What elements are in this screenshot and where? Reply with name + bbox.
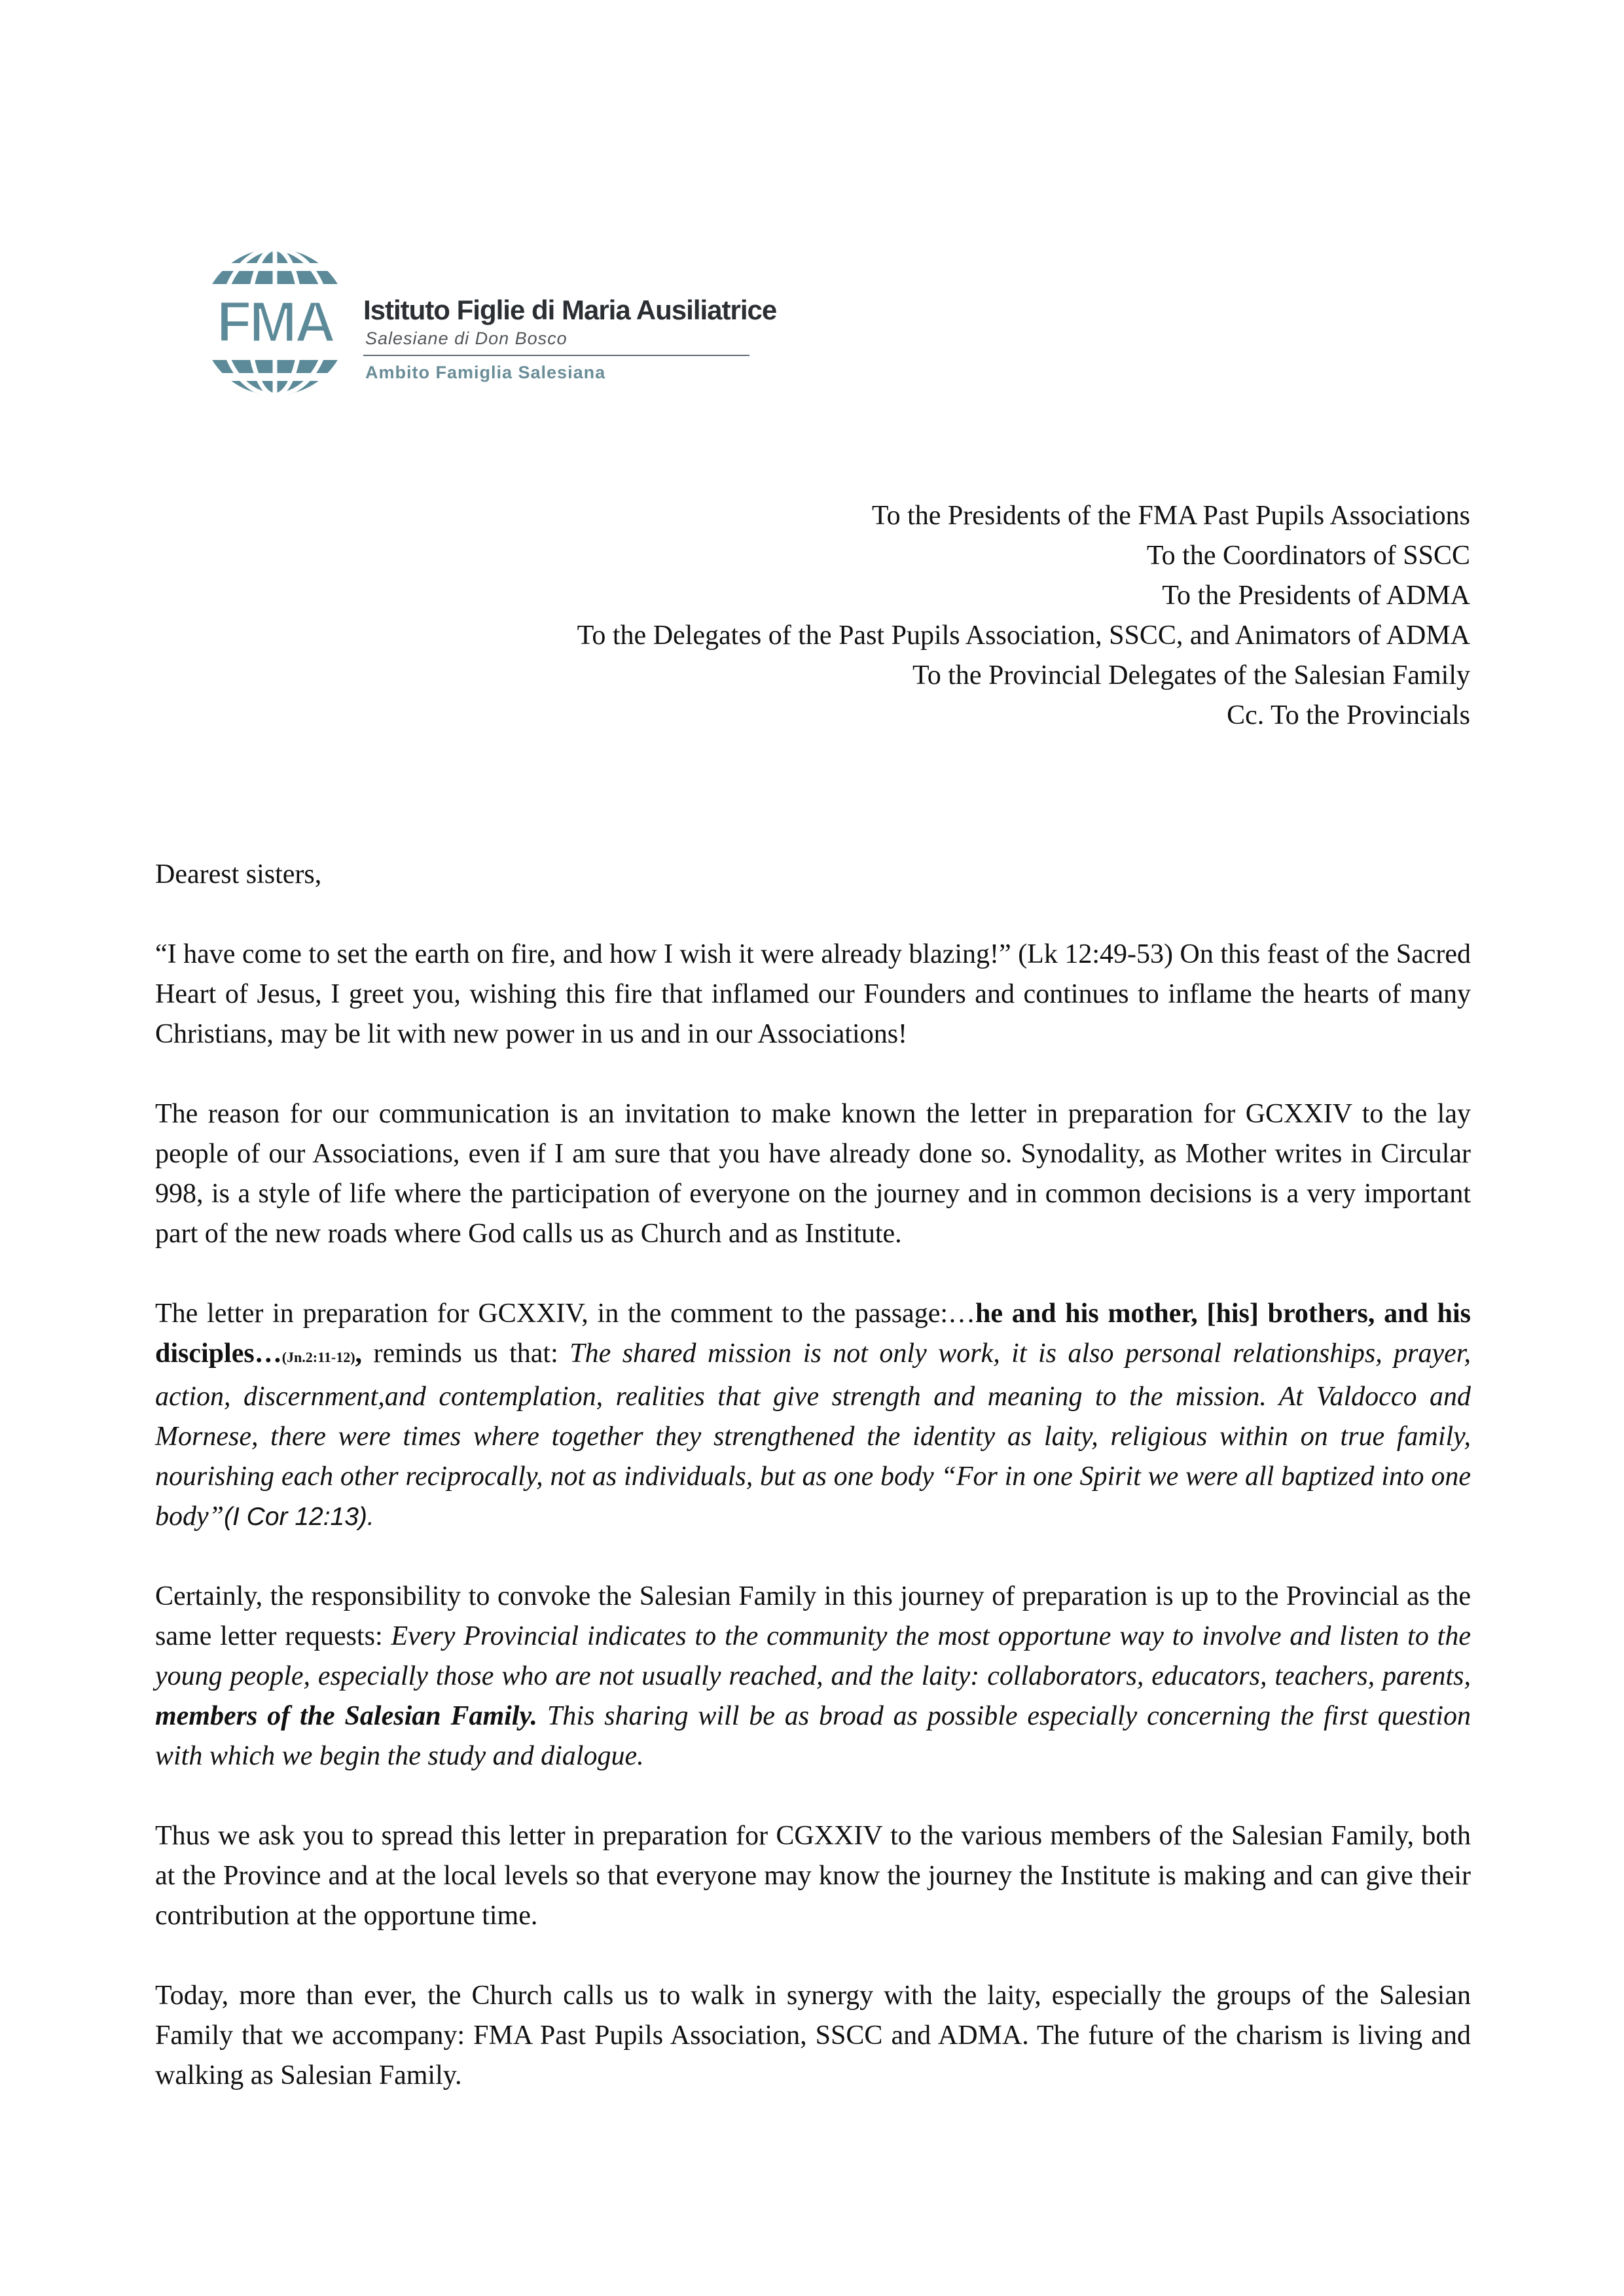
p3-mid: reminds us that: xyxy=(362,1338,570,1369)
recipient-line: To the Coordinators of SSCC xyxy=(1146,541,1470,571)
p4-intro: Certainly, the responsibility to convoke the Salesian Family in this journey of preparation is up to the Provincial as the same letter requests: xyxy=(155,1581,1471,1651)
recipient-list xyxy=(577,496,1470,736)
paragraph-reason: The reason for our communication is an invitation to make known the letter in preparation for GCXXIV to the lay people of our Associations, even if I am sure that you have already done so. Synodality, as Mother writes in Circular 998, is a style of life where the participation of everyone on the journey and in common decisions is a very important part of the new roads where God calls us as Church and as Institute. xyxy=(155,1099,1471,1249)
recipient-line: Cc. To the Provincials xyxy=(1227,700,1470,730)
globe-logo-icon xyxy=(196,243,353,401)
logo-title: Istituto Figlie di Maria Ausiliatrice xyxy=(363,295,777,325)
letter-body xyxy=(155,855,1471,2136)
paragraph-synergy: Today, more than ever, the Church calls us to walk in synergy with the laity, especially the groups of the Salesian Family that we accompany: FMA Past Pupils Association, SSCC and ADMA. The future of the charism is living and walking as Salesian Family. xyxy=(155,1981,1471,2090)
paragraph-request: Thus we ask you to spread this letter in preparation for CGXXIV to the various members of the Salesian Family, both at the Province and at the local levels so that everyone may know the journey the Institute is making and can give their contribution at the opportune time. xyxy=(155,1821,1471,1931)
paragraph-opening: “I have come to set the earth on fire, and how I wish it were already blazing!” (Lk 12:49-53) On this feast of the Sacred Heart of Jesus, I greet you, wishing this fire that inflamed our Founders and continues to inflame the hearts of many Christians, may be lit with new power in us and in our Associations! xyxy=(155,939,1471,1049)
p4-bold-italic: members of the Salesian Family. xyxy=(155,1701,538,1731)
p3-italic-quote: The shared mission is not only work, it is also personal relationships, prayer, action, discernment,and contemplation, realities that give strength and meaning to the mission. At Valdocco and Mornese, there were times where together they strengthened the identity as laity, religious within on true family, nourishing each other reciprocally, not as individuals, but as one body “For in one Spirit we were all baptized into one body” xyxy=(155,1338,1471,1532)
paragraph-preparation-letter xyxy=(155,1294,1471,1537)
recipient-line: To the Presidents of ADMA xyxy=(1162,581,1470,611)
p3-comma: , xyxy=(355,1338,363,1369)
p3-citation: (I Cor 12:13). xyxy=(224,1503,374,1531)
p3-bold-passage: he and his mother, [his] brothers, and his disciples… xyxy=(155,1299,1471,1369)
paragraph-responsibility xyxy=(155,1577,1471,1776)
recipient-line: To the Presidents of the FMA Past Pupils Associations xyxy=(871,501,1470,531)
logo-mark-text: FMA xyxy=(216,289,334,354)
p3-intro: The letter in preparation for GCXXIV, in the comment to the passage:… xyxy=(155,1299,976,1329)
letterhead-logo xyxy=(196,229,785,425)
p4-italic-tail: This sharing will be as broad as possible especially concerning the first question with which we begin the study and dialogue. xyxy=(155,1701,1471,1771)
recipient-line: To the Provincial Delegates of the Salesian Family xyxy=(912,660,1470,691)
logo-subtitle: Salesiane di Don Bosco xyxy=(365,329,568,348)
recipient-line: To the Delegates of the Past Pupils Association, SSCC, and Animators of ADMA xyxy=(577,620,1470,651)
p3-reference: (Jn.2:11-12) xyxy=(281,1349,355,1365)
p4-italic-quote: Every Provincial indicates to the community the most opportune way to involve and listen to the young people, especially those who are not usually reached, and the laity: collaborators, educators, teachers, parents, xyxy=(155,1621,1471,1691)
salutation: Dearest sisters, xyxy=(155,859,322,889)
logo-area-label: Ambito Famiglia Salesiana xyxy=(365,363,606,382)
logo-divider xyxy=(363,355,749,356)
